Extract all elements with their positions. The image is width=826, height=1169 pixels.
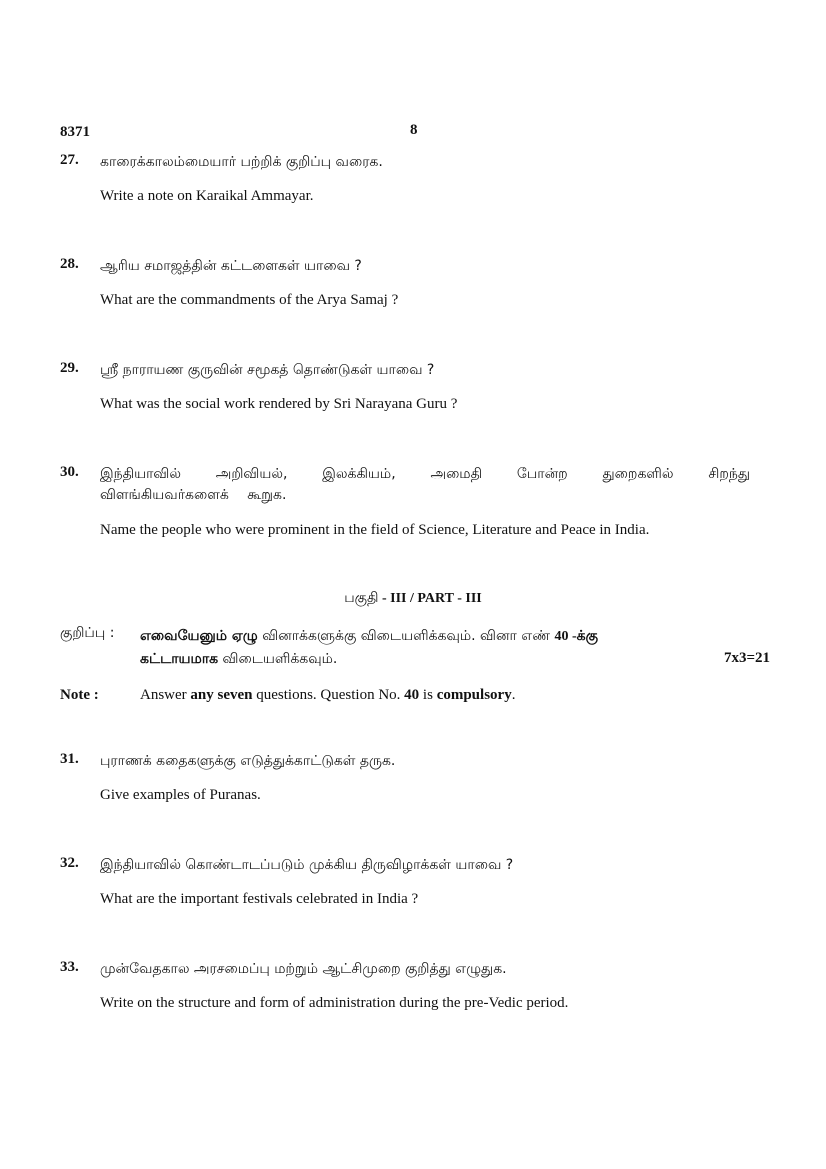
question-english: Give examples of Puranas. bbox=[100, 787, 261, 803]
english-note-text-4: . bbox=[511, 687, 516, 703]
question-english: Write a note on Karaikal Ammayar. bbox=[100, 188, 314, 204]
question-tamil: இந்தியாவில் கொண்டாடப்படும் முக்கிய திருவிழாக்கள் யாவை ? bbox=[100, 857, 514, 873]
question-english: What are the commandments of the Arya Samaj ? bbox=[100, 292, 399, 308]
question-number: 30. bbox=[60, 464, 79, 480]
question-english: What was the social work rendered by Sri Narayana Guru ? bbox=[100, 396, 458, 412]
english-note-text-1: Answer bbox=[140, 687, 191, 703]
tamil-note-text-2: விடையளிக்கவும். bbox=[218, 651, 338, 667]
paper-code: 8371 bbox=[60, 124, 90, 140]
question-tamil: முன்வேதகால அரசமைப்பு மற்றும் ஆட்சிமுறை குறித்து எழுதுக. bbox=[100, 961, 507, 977]
english-note-bold-1: any seven bbox=[190, 687, 253, 703]
question-english: Write on the structure and form of administration during the pre-Vedic period. bbox=[100, 995, 569, 1011]
question-tamil: ஆரிய சமாஜத்தின் கட்டளைகள் யாவை ? bbox=[100, 258, 362, 274]
section-title bbox=[0, 590, 826, 608]
page-number: 8 bbox=[410, 122, 418, 138]
marks: 7x3=21 bbox=[723, 650, 770, 666]
question-english: Name the people who were prominent in the field of Science, Literature and Peace in India. bbox=[100, 522, 650, 538]
question-tamil: புராணக் கதைகளுக்கு எடுத்துக்காட்டுகள் தருக. bbox=[100, 753, 396, 769]
english-note-label: Note : bbox=[60, 687, 99, 703]
question-tamil: இந்தியாவில் அறிவியல், இலக்கியம், அமைதி போன்ற துறைகளில் சிறந்து விளங்கியவர்களைக் கூறுக. bbox=[100, 466, 750, 503]
english-note-text-3: is bbox=[419, 687, 437, 703]
question-english: What are the important festivals celebrated in India ? bbox=[100, 891, 419, 907]
question-tamil: காரைக்காலம்மையார் பற்றிக் குறிப்பு வரைக. bbox=[100, 154, 383, 170]
question-number: 28. bbox=[60, 256, 79, 272]
tamil-note-bold-1: எவையேனும் ஏழு bbox=[140, 628, 258, 644]
question-number: 31. bbox=[60, 751, 79, 767]
english-note-text-2: questions. Question No. bbox=[252, 687, 405, 703]
tamil-note-label: குறிப்பு : bbox=[60, 625, 115, 641]
question-number: 27. bbox=[60, 152, 79, 168]
tamil-note-bold-2: 40 -க்கு bbox=[554, 629, 598, 644]
tamil-note-text-1: வினாக்களுக்கு விடையளிக்கவும். வினா எண் bbox=[257, 628, 555, 644]
tamil-note-bold-3: கட்டாயமாக bbox=[140, 651, 219, 667]
english-note-bold-3: compulsory bbox=[436, 687, 512, 703]
question-number: 33. bbox=[60, 959, 79, 975]
section-title-english: - III / PART - III bbox=[378, 591, 482, 606]
question-tamil: ஸ்ரீ நாராயண குருவின் சமூகத் தொண்டுகள் யாவை ? bbox=[100, 362, 435, 378]
section-title-tamil: பகுதி bbox=[344, 590, 379, 606]
english-note-bold-2: 40 bbox=[404, 687, 420, 703]
question-number: 32. bbox=[60, 855, 79, 871]
question-number: 29. bbox=[60, 360, 79, 376]
